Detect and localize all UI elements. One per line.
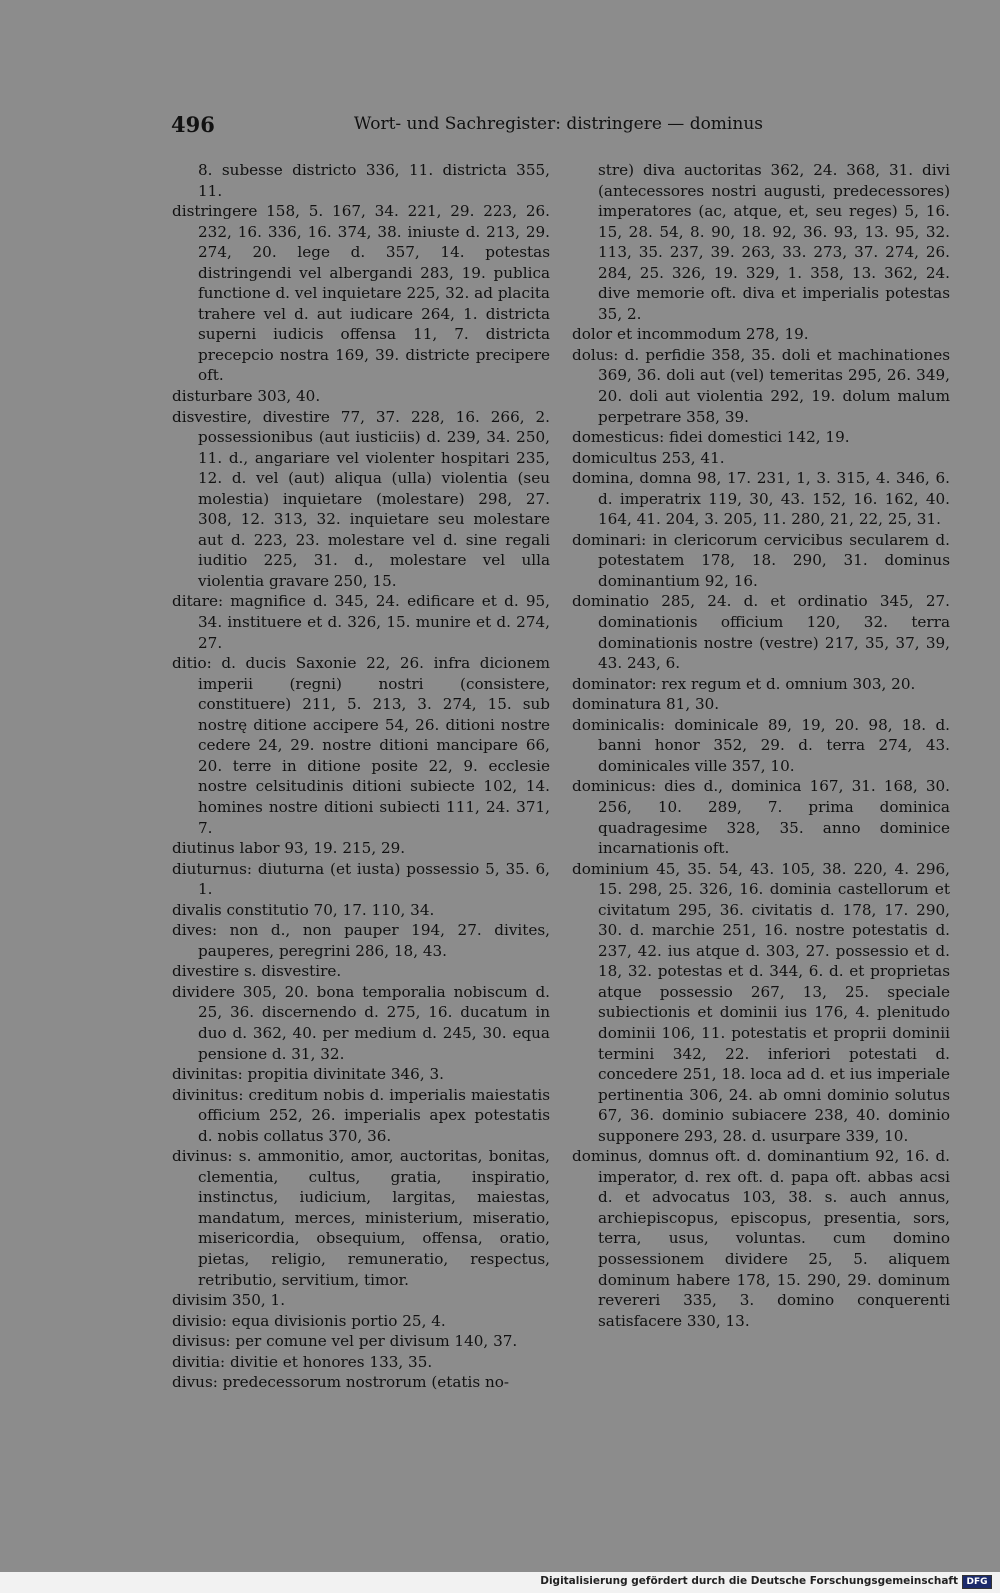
page-number: 496 <box>171 112 215 137</box>
index-entry: divalis constitutio 70, 17. 110, 34. <box>172 900 435 919</box>
index-entry: dominatura 81, 30. <box>572 695 720 714</box>
index-entry: ditio: d. ducis Saxonie 22, 26. infra dicionem imperii (regni) nostri (consistere, constituere) 211, 5. 213, 3. 274, 15. sub nostrę ditione accipere 54, 26. ditioni nostre cedere 24, 29. nostre ditioni mancipare 66, 20. terre in ditione posite 22, 9. ecclesie nostre celsitudinis ditioni subiecte 102, 14. homines nostre ditioni subiecti 111, 24. 371, 7. <box>172 654 550 837</box>
index-entry: divisim 350, 1. <box>172 1291 286 1310</box>
index-entry: diuturnus: diuturna (et iusta) possessio 5, 35. 6, 1. <box>172 859 550 899</box>
index-entry: divestire s. disvestire. <box>172 962 342 981</box>
index-entry: divisio: equa divisionis portio 25, 4. <box>172 1311 446 1330</box>
index-entry: dominus, domnus oft. d. dominantium 92, 16. d. imperator, d. rex oft. d. papa oft. abbas acsi d. et advocatus 103, 38. s. auch annus, archiepiscopus, episcopus, presentia, sors, terra, usus, voluntas. cum domino possessionem dividere 25, 5. aliquem dominum habere 178, 15. 290, 29. dominum revereri 335, 3. domino conquerenti satisfacere 330, 13. <box>572 1147 950 1330</box>
index-entry: diutinus labor 93, 19. 215, 29. <box>172 839 406 858</box>
index-entry: divinitas: propitia divinitate 346, 3. <box>172 1065 444 1084</box>
index-entry: dominari: in clericorum cervicibus secularem d. potestatem 178, 18. 290, 31. dominus dominantium 92, 16. <box>572 530 950 590</box>
page-header <box>171 112 763 140</box>
index-entry: distringere 158, 5. 167, 34. 221, 29. 223, 26. 232, 16. 336, 16. 374, 38. iniuste d. 213, 29. 274, 20. lege d. 357, 14. potestas distringendi vel albergandi 283, 19. publica functione d. vel inquietare 225, 32. ad placita trahere vel d. aut iudicare 264, 1. districta superni iudicis offensa 11, 7. districta precepcio nostra 169, 39. districte precipere oft. <box>172 202 550 385</box>
index-entry: domina, domna 98, 17. 231, 1, 3. 315, 4. 346, 6. d. imperatrix 119, 30, 43. 152, 16. 162, 40. 164, 41. 204, 3. 205, 11. 280, 21, 22, 25, 31. <box>572 469 950 529</box>
index-entry: dominicus: dies d., dominica 167, 31. 168, 30. 256, 10. 289, 7. prima dominica quadragesime 328, 35. anno dominice incarnationis oft. <box>572 777 950 858</box>
dfg-logo-text: DFG <box>963 1576 990 1588</box>
index-entry: dividere 305, 20. bona temporalia nobiscum d. 25, 36. discernendo d. 275, 16. ducatum in duo d. 362, 40. per medium d. 245, 30. equa pensione d. 31, 32. <box>172 982 550 1063</box>
index-entry: disvestire, divestire 77, 37. 228, 16. 266, 2. possessionibus (aut iusticiis) d. 239, 34. 250, 11. d., angariare vel violenter hospitari 235, 12. d. vel (aut) aliqua (ulla) violentia (seu molestia) inquietare (molestare) 298, 27. 308, 12. 313, 32. inquietare seu molestare aut d. 223, 23. molestare vel d. sine regali iuditio 225, 31. d., molestare vel ulla violentia gravare 250, 15. <box>172 407 550 590</box>
index-entry: dominicalis: dominicale 89, 19, 20. 98, 18. d. banni honor 352, 29. d. terra 274, 43. dominicales ville 357, 10. <box>572 715 950 775</box>
index-entry: disturbare 303, 40. <box>172 387 321 406</box>
footer-bar <box>0 1572 1000 1593</box>
index-entry: dolus: d. perfidie 358, 35. doli et machinationes 369, 36. doli aut (vel) temeritas 295, 26. 349, 20. doli aut violentia 292, 19. dolum malum perpetrare 358, 39. <box>572 345 950 426</box>
index-entry: divisus: per comune vel per divisum 140, 37. <box>172 1332 518 1351</box>
index-entry: dominatio 285, 24. d. et ordinatio 345, 27. dominationis officium 120, 32. terra dominationis nostre (vestre) 217, 35, 37, 39, 43. 243, 6. <box>572 592 950 673</box>
funding-note: Digitalisierung gefördert durch die Deutsche Forschungsgemeinschaft <box>540 1575 958 1587</box>
index-entry: dolor et incommodum 278, 19. <box>572 325 809 344</box>
index-entry: divinitus: creditum nobis d. imperialis maiestatis officium 252, 26. imperialis apex potestatis d. nobis collatus 370, 36. <box>172 1085 550 1145</box>
index-entry: domicultus 253, 41. <box>572 448 725 467</box>
index-entry: 8. subesse districto 336, 11. districta 355, 11. <box>198 161 550 200</box>
index-entry: divus: predecessorum nostrorum (etatis no- <box>172 1373 510 1392</box>
index-entry: dives: non d., non pauper 194, 27. divites, pauperes, peregrini 286, 18, 43. <box>172 921 550 960</box>
index-entry: dominator: rex regum et d. omnium 303, 20. <box>572 674 916 693</box>
left-column <box>172 160 550 1393</box>
running-title: Wort- und Sachregister: distringere — dominus <box>353 114 763 134</box>
index-entry: domesticus: fidei domestici 142, 19. <box>572 428 850 447</box>
index-entry: stre) diva auctoritas 362, 24. 368, 31. divi (antecessores nostri augusti, predecessores) imperatores (ac, atque, et, seu reges) 5, 16. 15, 28. 54, 8. 90, 18. 92, 36. 93, 13. 95, 32. 113, 35. 237, 39. 263, 33. 273, 37. 274, 26. 284, 25. 326, 19. 329, 1. 358, 13. 362, 24. dive memorie oft. diva et imperialis potestas 35, 2. <box>598 161 950 323</box>
index-entry: ditare: magnifice d. 345, 24. edificare et d. 95, 34. instituere et d. 326, 15. munire et d. 274, 27. <box>172 592 550 652</box>
index-entry: divinus: s. ammonitio, amor, auctoritas, bonitas, clementia, cultus, gratia, inspiratio, instinctus, iudicium, largitas, maiestas, mandatum, merces, ministerium, miseratio, misericordia, obsequium, offensa, oratio, pietas, religio, remuneratio, respectus, retributio, servitium, timor. <box>172 1147 550 1289</box>
right-column <box>572 160 950 1331</box>
dfg-logo-icon <box>962 1575 992 1589</box>
index-entry: dominium 45, 35. 54, 43. 105, 38. 220, 4. 296, 15. 298, 25. 326, 16. dominia castellorum et civitatum 295, 36. civitatis d. 178, 17. 290, 30. d. marchie 251, 16. nostre potestatis d. 237, 42. ius atque d. 303, 27. possessio et d. 18, 32. potestas et d. 344, 6. d. et proprietas atque possessio 267, 13, 25. speciale subiectionis et dominii ius 176, 4. plenitudo dominii 106, 11. potestatis et proprii dominii termini 342, 22. inferiori potestati d. concedere 251, 18. loca ad d. et ius imperiale pertinentia 306, 24. ab omni dominio solutus 67, 36. dominio subiacere 238, 40. dominio supponere 293, 28. d. usurpare 339, 10. <box>572 859 950 1145</box>
index-entry: divitia: divitie et honores 133, 35. <box>172 1352 433 1371</box>
